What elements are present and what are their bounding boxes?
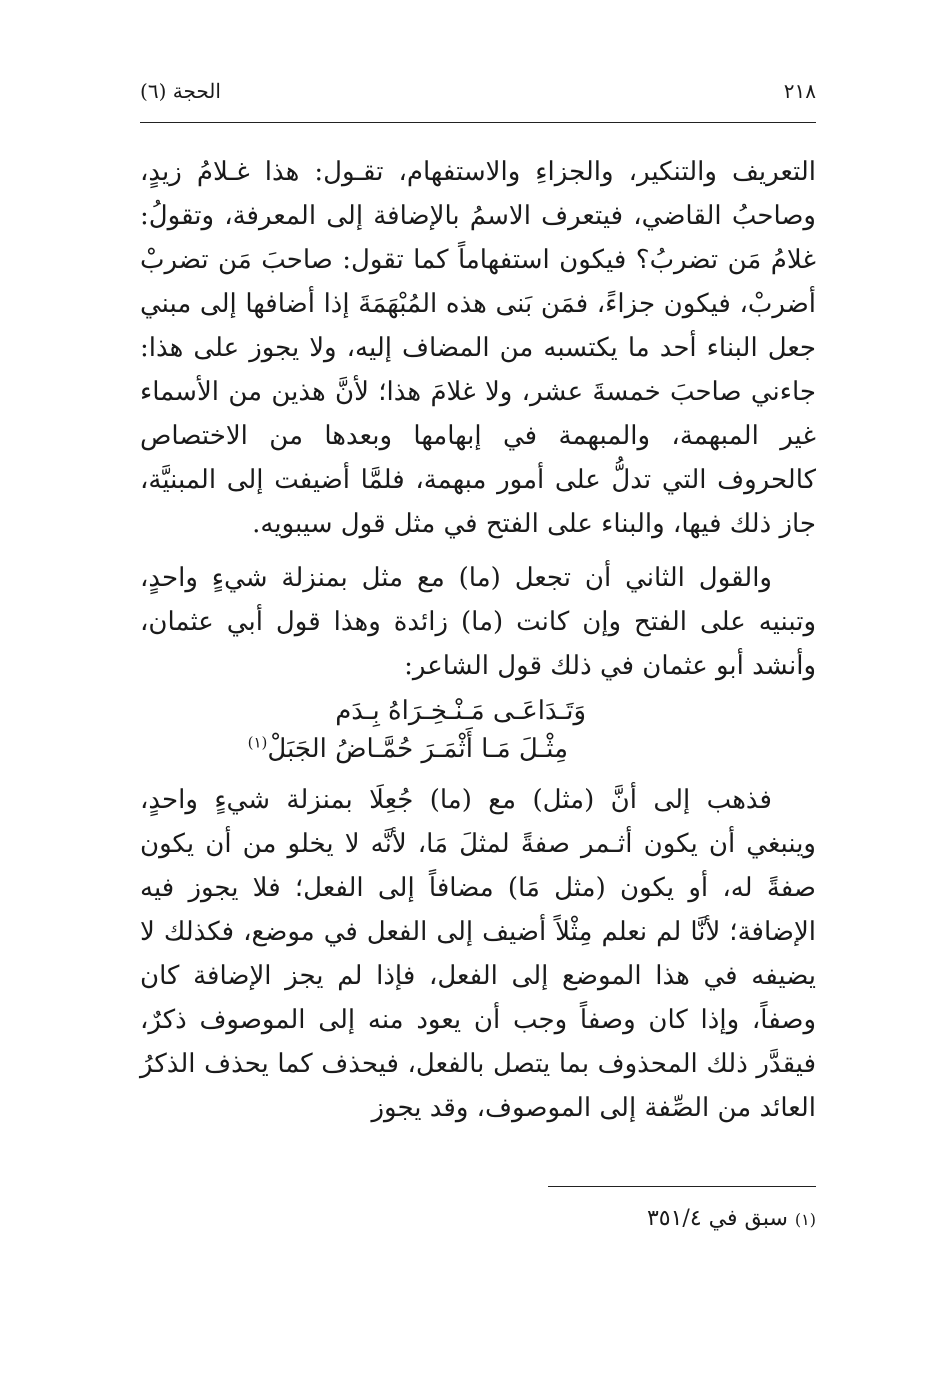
paragraph-3: فذهب إلى أنَّ (مثل) مع (ما) جُعِلَا بمنزلة شيءٍ واحدٍ، وينبغي أن يكون أثـمر صفةً لمثلَ مَا، لأنَّه لا يخلو من أن يكون صفةً له، أو يكون (مثل مَا) مضافاً إلى الفعل؛ فلا يجوز فيه الإضافة؛ لأنَّا لم نعلم مِثْلاً أضيف إلى الفعل في موضع، فكذلك لا يضيفه في هذا الموضع إلى الفعل، فإذا لم يجز الإضافة كان وصفاً، وإذا كان وصفاً وجب أن يعود منه إلى الموصوف ذكرٌ، فيقدَّر ذلك المحذوف بما يتصل بالفعل، فيحذف كما يحذف الذكرُ العائد من الصِّفة إلى الموصوف، وقد يجوز (140, 785, 816, 1123)
main-text (140, 150, 816, 1130)
poem-line-2-text: مِثْـلَ مَـا أَثْمَـرَ حُمَّـاضُ الجَبَلْ (267, 734, 568, 764)
footnote (140, 1202, 816, 1237)
poem-line-2 (140, 730, 568, 768)
header-divider (140, 122, 816, 123)
paragraph-1: التعريف والتنكير، والجزاءِ والاستفهام، تقـول: هذا غـلامُ زيدٍ، وصاحبُ القاضي، فيتعرف الاسمُ بالإضافة إلى المعرفة، وتقولُ: غلامُ مَن تضربُ؟ فيكون استفهاماً كما تقول: صاحبَ مَن تضربْ أضربْ، فيكون جزاءً، فمَن بَنى هذه المُبْهَمَةَ إذا أضافها إلى مبني جعل البناء أحد ما يكتسبه من المضاف إليه، ولا يجوز على هذا: جاءني صاحبَ خمسةَ عشر، ولا غلامَ هذا؛ لأنَّ هذين من الأسماء غير المبهمة، والمبهمة في إبهامها وبعدها من الاختصاص كالحروف التي تدلُّ على أمور مبهمة، فلمَّا أضيفت إلى المبنيَّة، جاز ذلك فيها، والبناء على الفتح في مثل قول سيبويه. (140, 157, 816, 539)
poem-line-1: وَتَـدَاعَـى مَـنْـخِـرَاهُ بِـدَم (335, 696, 586, 726)
footnote-marker: (١) (794, 1210, 816, 1229)
page-header (140, 76, 816, 106)
poem-verse (140, 692, 816, 768)
footnote-text: سبق في ٣٥١/٤ (646, 1206, 788, 1231)
footnote-divider (548, 1186, 816, 1187)
running-title: الحجة (٦) (140, 79, 221, 103)
paragraph-2: والقول الثاني أن تجعل (ما) مع مثل بمنزلة شيءٍ واحدٍ، وتبنيه على الفتح وإن كانت (ما) زائدة وهذا قول أبي عثمان، وأنشد أبو عثمان في ذلك قول الشاعر: (140, 563, 816, 681)
footnote-reference: (١) (247, 733, 268, 752)
page-number: ٢١٨ (783, 79, 816, 103)
